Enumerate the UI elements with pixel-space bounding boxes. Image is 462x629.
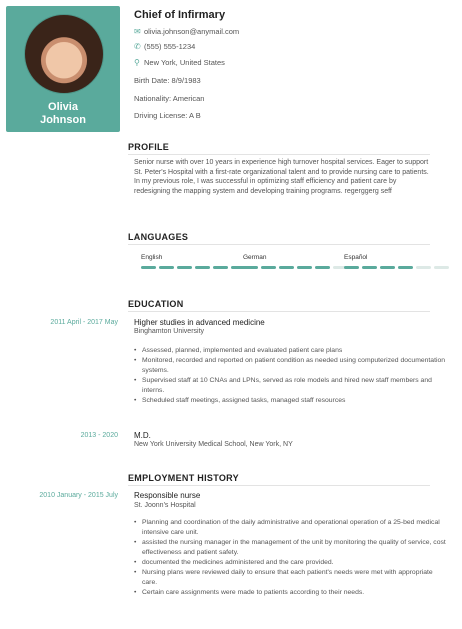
language-level-segment	[261, 266, 276, 269]
phone-icon: ✆	[134, 42, 141, 51]
profile-text: Senior nurse with over 10 years in experience high turnover hospital services. Eager to support St. Peter's Hospital with a first-rate organizational talent and to provide nursing care to patients. In my previous role, I was successful in optimizing staff efficiency and patient care by redesigning the mapping system and developing training programs. regerggerg seff	[134, 159, 429, 195]
list-item: • Assessed, planned, implemented and evaluated patient care plans	[134, 346, 449, 356]
list-item: • Certain care assignments were made to patients according to their needs.	[134, 588, 449, 598]
education-date: 2011 April - 2017 May	[50, 319, 118, 326]
driving-license-row	[134, 111, 201, 120]
profile-card	[6, 6, 120, 132]
list-item: • Supervised staff at 10 CNAs and LPNs, served as role models and hired new staff members and interns.	[134, 376, 449, 396]
education-divider	[128, 311, 430, 312]
email-icon: ✉	[134, 27, 141, 36]
education-school: New York University Medical School, New York, NY	[134, 441, 293, 448]
location-row	[134, 58, 225, 67]
language-level-segment	[344, 266, 359, 269]
candidate-name	[6, 101, 120, 127]
location-pin-icon: ⚲	[134, 58, 140, 67]
language-level-segment	[362, 266, 377, 269]
education-school: Binghamton University	[134, 328, 205, 335]
birth-date-row	[134, 76, 201, 85]
language-name: Español	[344, 254, 368, 261]
nationality-value: American	[172, 94, 205, 103]
employment-divider	[128, 485, 430, 486]
language-level-segment	[380, 266, 395, 269]
language-level-bar	[243, 266, 348, 269]
language-level-segment	[416, 266, 431, 269]
list-item: • Planning and coordination of the daily administrative and operational operation of a 25-bed medical intensive care unit.	[134, 518, 449, 538]
language-level-segment	[434, 266, 449, 269]
employment-employer: St. Joonn's Hospital	[134, 502, 196, 509]
email-value[interactable]: olivia.johnson@anymail.com	[144, 27, 240, 36]
list-item: • Scheduled staff meetings, assigned tasks, managed staff resources	[134, 396, 449, 406]
driving-license-value: A B	[189, 111, 201, 120]
language-level-segment	[279, 266, 294, 269]
phone-row	[134, 42, 195, 51]
list-item: • documented the medicines administered and the care provided.	[134, 558, 449, 568]
location-value: New York, United States	[144, 58, 225, 67]
phone-value: (555) 555-1234	[144, 42, 196, 51]
employment-date: 2010 January - 2015 July	[39, 492, 118, 499]
education-date: 2013 - 2020	[80, 432, 118, 439]
list-item: • Monitored, recorded and reported on patient condition as needed using computerized documentation systems.	[134, 356, 449, 376]
language-level-segment	[297, 266, 312, 269]
education-title: M.D.	[134, 431, 151, 440]
employment-bullets	[134, 518, 449, 598]
languages-divider	[128, 244, 430, 245]
list-item: • assisted the nursing manager in the management of the unit by monitoring the quality of service, cost effectiveness and patient safety.	[134, 538, 449, 558]
language-level-segment	[177, 266, 192, 269]
language-level-segment	[315, 266, 330, 269]
job-title: Chief of Infirmary	[134, 9, 226, 21]
language-level-bar	[141, 266, 246, 269]
list-item: • Nursing plans were reviewed daily to ensure that each patient's needs were met with appropriate care.	[134, 568, 449, 588]
last-name: Johnson	[40, 114, 86, 126]
employment-title: Responsible nurse	[134, 491, 201, 500]
nationality-label: Nationality:	[134, 94, 172, 103]
language-level-segment	[398, 266, 413, 269]
language-level-segment	[243, 266, 258, 269]
education-heading: EDUCATION	[128, 299, 184, 309]
email-row	[134, 27, 239, 36]
birth-date-label: Birth Date:	[134, 76, 170, 85]
nationality-row	[134, 94, 204, 103]
avatar	[24, 14, 104, 94]
birth-date-value: 8/9/1983	[171, 76, 201, 85]
education-title: Higher studies in advanced medicine	[134, 318, 265, 327]
education-bullets	[134, 346, 449, 406]
profile-divider	[128, 154, 430, 155]
language-level-bar	[344, 266, 449, 269]
languages-heading: LANGUAGES	[128, 232, 189, 242]
language-level-segment	[195, 266, 210, 269]
language-name: German	[243, 254, 267, 261]
language-level-segment	[213, 266, 228, 269]
language-name: English	[141, 254, 163, 261]
language-level-segment	[159, 266, 174, 269]
profile-heading: PROFILE	[128, 142, 170, 152]
driving-license-label: Driving License:	[134, 111, 188, 120]
first-name: Olivia	[48, 101, 78, 113]
language-level-segment	[141, 266, 156, 269]
employment-heading: EMPLOYMENT HISTORY	[128, 473, 239, 483]
